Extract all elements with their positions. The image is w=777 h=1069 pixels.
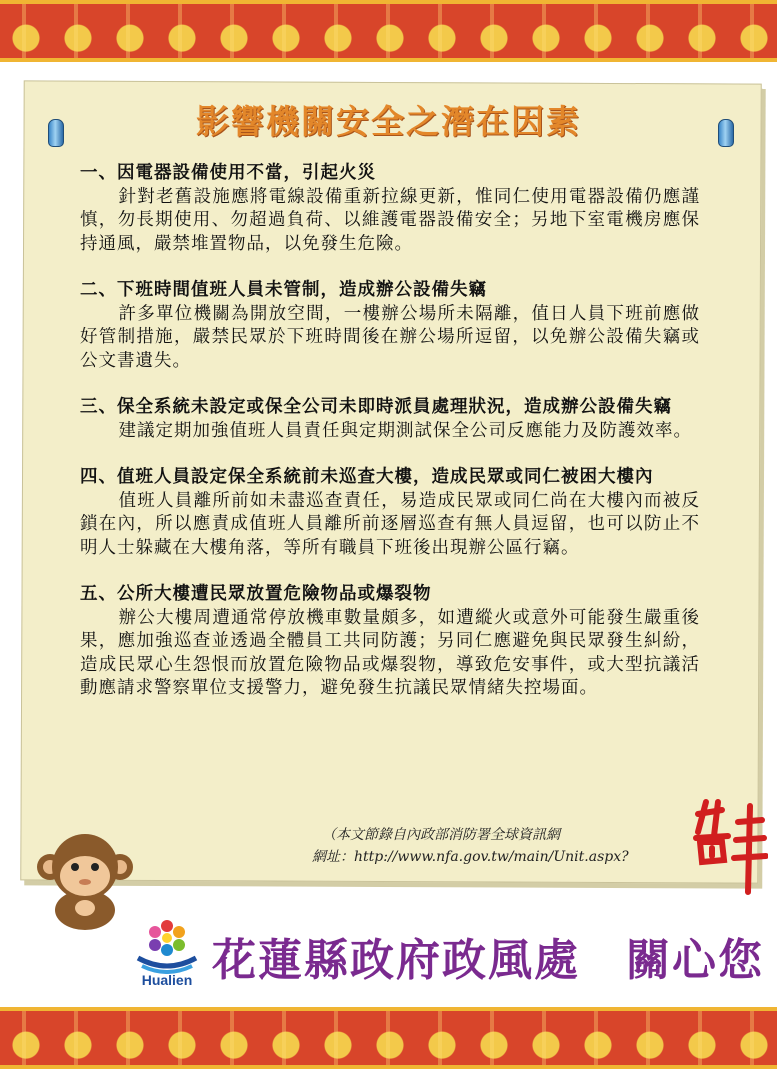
- new-year-greeting-calligraphy-icon: [688, 792, 768, 900]
- section-1: [80, 162, 700, 256]
- hualien-logo: [132, 914, 202, 992]
- top-decorative-border: [0, 0, 777, 62]
- section-heading: 一、因電器設備使用不當，引起火災: [80, 163, 376, 183]
- section-heading: 三、保全系統未設定或保全公司未即時派員處理狀況，造成辦公設備失竊: [80, 397, 672, 417]
- source-line: （本文節錄自內政部消防署全球資訊網: [322, 827, 560, 843]
- logo-label: Hualien: [141, 972, 193, 988]
- section-paragraph: 辦公大樓周遭通常停放機車數量頗多，如遭縱火或意外可能發生嚴重後果，應加強巡查並透過全體員工共同防護；另同仁應避免與民眾發生糾紛，造成民眾心生怨恨而放置危險物品或爆裂物，導致危安事件，或大型抗議活動應請求警察單位支援警力，避免發生抗議民眾情緒失控場面。: [80, 607, 700, 698]
- article-body: [80, 162, 700, 724]
- section-heading: 四、值班人員設定保全系統前未巡查大樓，造成民眾或同仁被困大樓內: [80, 467, 654, 487]
- bottom-decorative-border: [0, 1007, 777, 1069]
- section-paragraph: 針對老舊設施應將電線設備重新拉線更新，惟同仁使用電器設備仍應謹慎，勿長期使用、勿超過負荷、以維護電器設備安全；另地下室電機房應保持通風，嚴禁堆置物品，以免發生危險。: [80, 186, 700, 254]
- footer-slogan: 花蓮縣政府政風處 關心您: [212, 935, 764, 986]
- section-paragraph: 許多單位機關為開放空間，一樓辦公場所未隔離，值日人員下班前應做好管制措施，嚴禁民眾於下班時間後在辦公場所逗留，以免辦公設備失竊或公文書遺失。: [80, 303, 700, 371]
- section-paragraph: 建議定期加強值班人員責任與定期測試保全公司反應能力及防護效率。: [118, 420, 692, 441]
- section-3: [80, 396, 700, 443]
- section-2: [80, 279, 700, 373]
- section-paragraph: 值班人員離所前如未盡巡查責任，易造成民眾或同仁尚在大樓內而被反鎖在內，所以應責成值班人員離所前逐層巡查有無人員逗留，也可以防止不明人士躲藏在大樓角落，等所有職員下班後出現辦公區行竊。: [80, 490, 700, 558]
- section-5: [80, 583, 700, 701]
- page-title: 影響機關安全之潛在因素: [196, 102, 581, 141]
- section-4: [80, 466, 700, 560]
- section-heading: 二、下班時間值班人員未管制，造成辦公設備失竊: [80, 280, 487, 300]
- flower-logo-icon: [132, 914, 202, 974]
- source-url: 網址：http://www.nfa.gov.tw/main/Unit.aspx?: [312, 849, 629, 865]
- monkey-illustration-icon: [30, 822, 140, 932]
- section-heading: 五、公所大樓遭民眾放置危險物品或爆裂物: [80, 584, 432, 604]
- source-note: [312, 824, 712, 868]
